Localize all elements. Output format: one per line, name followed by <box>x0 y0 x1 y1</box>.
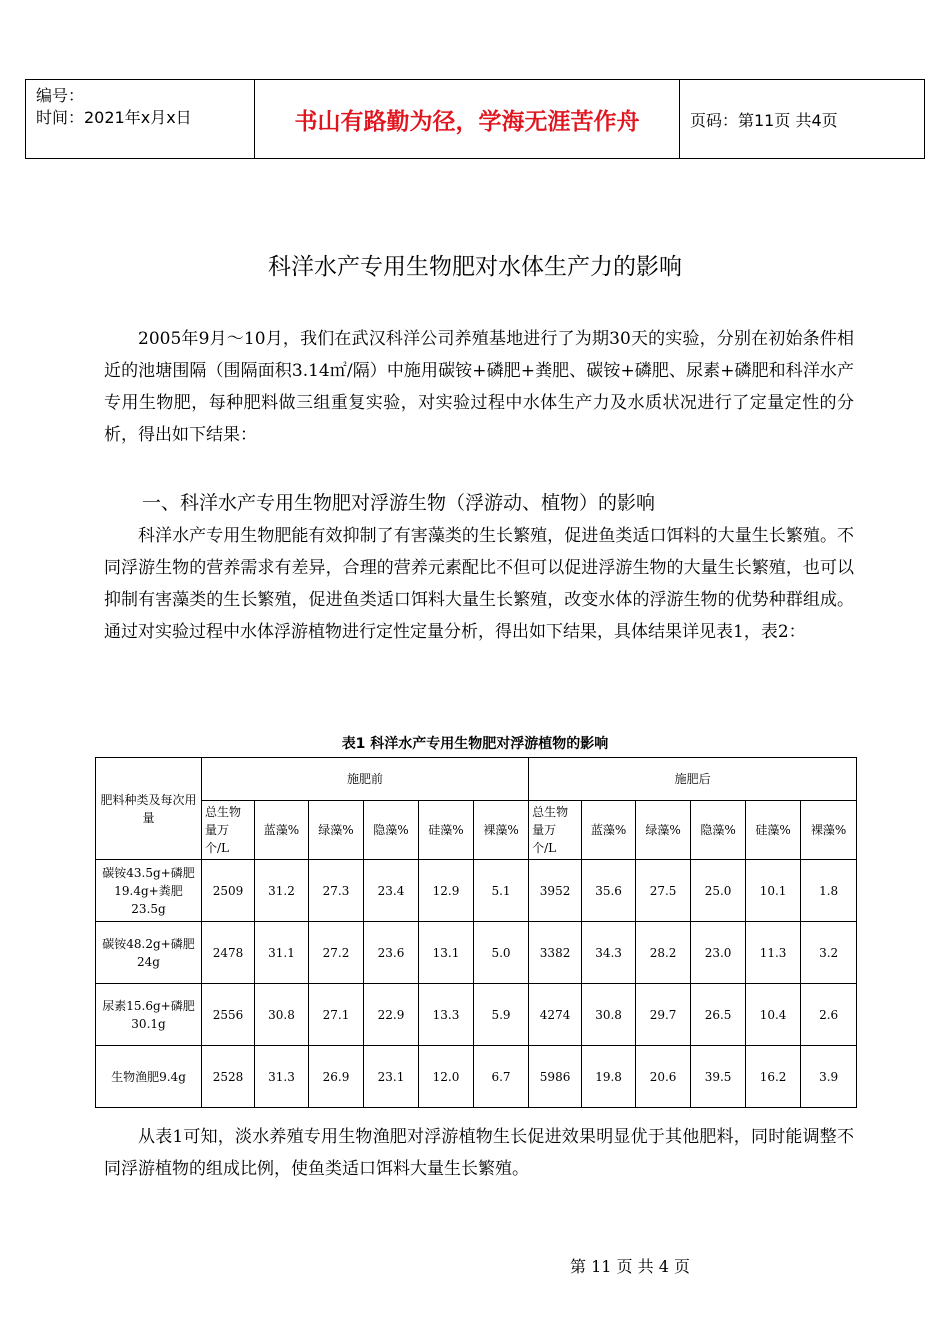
table-cell: 23.6 <box>364 922 419 984</box>
row-label: 碳铵43.5g+磷肥19.4g+粪肥23.5g <box>96 860 202 922</box>
table-cell: 34.3 <box>582 922 636 984</box>
table-cell: 31.1 <box>255 922 309 984</box>
table-cell: 2556 <box>202 984 255 1046</box>
time-label: 时间：2021年x月x日 <box>36 108 192 127</box>
table-row <box>96 984 857 1046</box>
intro-paragraph: 2005年9月～10月，我们在武汉科洋公司养殖基地进行了为期30天的实验，分别在初始条件相近的池塘围隔（围隔面积3.14㎡/隔）中施用碳铵+磷肥+粪肥、碳铵+磷肥、尿素+磷肥和科洋水产专用生物肥，每种肥料做三组重复实验，对实验过程中水体生产力及水质状况进行了定量定性的分析，得出如下结果： <box>104 329 854 445</box>
col-header: 隐藻% <box>691 801 746 860</box>
table-cell: 27.5 <box>636 860 691 922</box>
table-cell: 13.1 <box>419 922 474 984</box>
col-header: 蓝藻% <box>255 801 309 860</box>
table-cell: 13.3 <box>419 984 474 1046</box>
before-header: 施肥前 <box>202 758 529 801</box>
after-header: 施肥后 <box>529 758 857 801</box>
table-cell: 11.3 <box>746 922 801 984</box>
document-header <box>25 79 925 159</box>
table-cell: 4274 <box>529 984 582 1046</box>
table-cell: 12.0 <box>419 1046 474 1108</box>
col-header: 硅藻% <box>419 801 474 860</box>
row-label: 生物渔肥9.4g <box>96 1046 202 1108</box>
col-header: 蓝藻% <box>582 801 636 860</box>
col-header: 硅藻% <box>746 801 801 860</box>
table-cell: 2528 <box>202 1046 255 1108</box>
table-cell: 28.2 <box>636 922 691 984</box>
table-cell: 30.8 <box>255 984 309 1046</box>
table-cell: 10.1 <box>746 860 801 922</box>
table-row <box>96 1046 857 1108</box>
document-title: 科洋水产专用生物肥对水体生产力的影响 <box>268 254 682 280</box>
table-cell: 23.1 <box>364 1046 419 1108</box>
table-cell: 39.5 <box>691 1046 746 1108</box>
col-header: 绿藻% <box>309 801 364 860</box>
row-label: 尿素15.6g+磷肥30.1g <box>96 984 202 1046</box>
col-header: 隐藻% <box>364 801 419 860</box>
header-meta <box>26 80 255 158</box>
table-cell: 31.3 <box>255 1046 309 1108</box>
table-cell: 26.5 <box>691 984 746 1046</box>
table-cell: 5.9 <box>474 984 529 1046</box>
table-cell: 25.0 <box>691 860 746 922</box>
corner-header: 肥料种类及每次用量 <box>96 758 202 860</box>
header-page-number: 页码：第11页 共4页 <box>690 110 838 130</box>
table-cell: 31.2 <box>255 860 309 922</box>
section-heading: 一、科洋水产专用生物肥对浮游生物（浮游动、植物）的影响 <box>142 492 656 514</box>
table-cell: 16.2 <box>746 1046 801 1108</box>
table-cell: 6.7 <box>474 1046 529 1108</box>
table-caption: 表1 科洋水产专用生物肥对浮游植物的影响 <box>341 736 609 752</box>
table-cell: 20.6 <box>636 1046 691 1108</box>
table-cell: 19.8 <box>582 1046 636 1108</box>
table-cell: 2509 <box>202 860 255 922</box>
table-cell: 3.9 <box>801 1046 857 1108</box>
table-cell: 27.1 <box>309 984 364 1046</box>
phytoplankton-table <box>95 757 857 1108</box>
col-header: 绿藻% <box>636 801 691 860</box>
row-label: 碳铵48.2g+磷肥24g <box>96 922 202 984</box>
table-cell: 3382 <box>529 922 582 984</box>
col-header: 裸藻% <box>801 801 857 860</box>
section-paragraph: 科洋水产专用生物肥能有效抑制了有害藻类的生长繁殖，促进鱼类适口饵料的大量生长繁殖。不同浮游生物的营养需求有差异，合理的营养元素配比不但可以促进浮游生物的大量生长繁殖，也可以抑制有害藻类的生长繁殖，促进鱼类适口饵料大量生长繁殖，改变水体的浮游生物的优势种群组成。通过对实验过程中水体浮游植物进行定性定量分析，得出如下结果，具体结果详见表1，表2： <box>104 526 854 642</box>
col-header: 总生物量万个/L <box>202 801 255 860</box>
table-row <box>96 860 857 922</box>
col-header: 总生物量万个/L <box>529 801 582 860</box>
table-cell: 22.9 <box>364 984 419 1046</box>
table-cell: 12.9 <box>419 860 474 922</box>
table-cell: 5.1 <box>474 860 529 922</box>
col-header: 裸藻% <box>474 801 529 860</box>
table-cell: 23.4 <box>364 860 419 922</box>
table-cell: 3.2 <box>801 922 857 984</box>
table-cell: 27.2 <box>309 922 364 984</box>
table-cell: 29.7 <box>636 984 691 1046</box>
table-cell: 35.6 <box>582 860 636 922</box>
table-cell: 30.8 <box>582 984 636 1046</box>
table-cell: 27.3 <box>309 860 364 922</box>
conclusion-paragraph: 从表1可知，淡水养殖专用生物渔肥对浮游植物生长促进效果明显优于其他肥料，同时能调整不同浮游植物的组成比例，使鱼类适口饵料大量生长繁殖。 <box>104 1127 854 1179</box>
table-cell: 5986 <box>529 1046 582 1108</box>
serial-label: 编号： <box>36 86 85 105</box>
table-cell: 1.8 <box>801 860 857 922</box>
table-cell: 10.4 <box>746 984 801 1046</box>
table-cell: 5.0 <box>474 922 529 984</box>
table-cell: 3952 <box>529 860 582 922</box>
table-cell: 23.0 <box>691 922 746 984</box>
table-row <box>96 922 857 984</box>
table-cell: 2478 <box>202 922 255 984</box>
table-cell: 26.9 <box>309 1046 364 1108</box>
table-cell: 2.6 <box>801 984 857 1046</box>
header-motto: 书山有路勤为径，学海无涯苦作舟 <box>255 80 680 158</box>
page-footer: 第 11 页 共 4 页 <box>570 1257 690 1276</box>
